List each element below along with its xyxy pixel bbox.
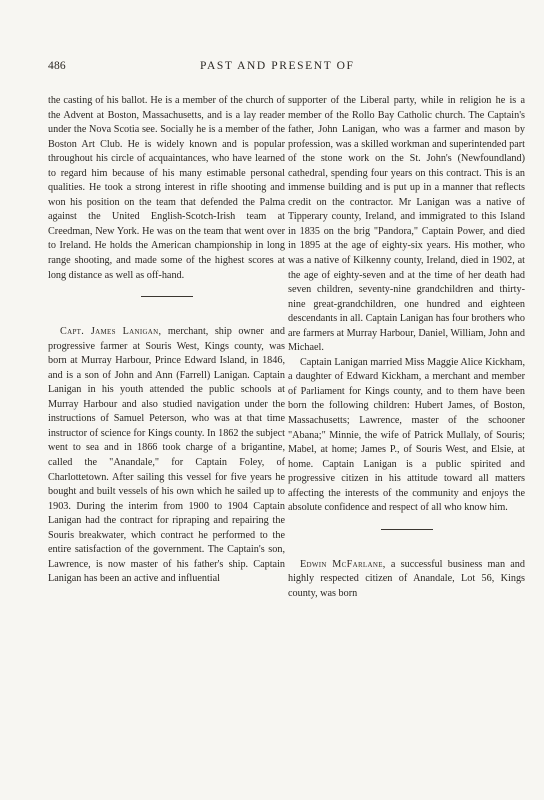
- right-column: [288, 94, 525, 602]
- biography-text: merchant, ship owner and progressive farmer at Souris West, Kings county, was born at Murray Harbour, Prince Edward Island, in 1846, and is a son of John and Ann (Farrell) Lanigan. Captain Lanigan in his youth attended the public schools at Murray Harbour and also studied navigation under the instructions of Samuel Peterson, who was at that time instructor of science for Kings county. In 1862 the subject went to sea and in 1866 took charge of a brigantine, called the "Anandale," for Captain Foley, of Charlottetown. After sailing this vessel for five years he bought and built vessels of his own which he sailed up to 1903. During the interim from 1900 to 1904 Captain Lanigan had the contract for ripraping and repairing the Souris breakwater, which contract he performed to the entire satisfaction of the government. The Captain's son, Lawrence, is now master of his father's ship. Captain Lanigan has been an active and influential: [48, 326, 285, 585]
- biography-paragraph-2: [288, 558, 525, 602]
- biography-paragraph: [48, 325, 285, 587]
- continued-paragraph: the casting of his ballot. He is a member of the church of the Advent at Boston, Massachusetts, and is a lay reader under the Nova Scotia see. Socially he is a member of the Boston Art Club. He is widely known and is popular throughout his circle of acquaintances, who have learned to regard him because of his many estimable personal qualities. He took a strong interest in rifle shooting and won his position on the team that defended the Palma against the United English-Scotch-Irish team at Creedman, New York. He was on the team that went over to Ireland. He holds the American championship in long range shooting, and made some of the highest scores at long distance as well as off-hand.: [48, 95, 285, 281]
- biography-text-2: a successful business man and highly respected citizen of Anandale, Lot 56, Kings county, was born: [288, 558, 525, 599]
- page-number: 486: [48, 60, 66, 72]
- biography-name-2: Edwin McFarlane,: [300, 558, 386, 570]
- section-divider-right: [381, 529, 433, 530]
- marriage-paragraph: Captain Lanigan married Miss Maggie Alice Kickham, a daughter of Edward Kickham, a merchant and member of Parliament for Kings county, and to them have been born the following children: Hubert James, of Boston, Massachusetts; Lawrence, master of the schooner "Abana;" Minnie, the wife of Patrick Mullaly, of Souris; Mabel, at home; James P., of Souris West, and Elsie, at home. Captain Lanigan is a public spirited and progressive citizen in his attitude toward all matters affecting the interests of the community and enjoys the absolute confidence and respect of all who know him.: [288, 356, 525, 514]
- page-header: [0, 60, 544, 76]
- biography-name: Capt. James Lanigan,: [60, 326, 162, 338]
- left-column: [48, 94, 285, 587]
- continued-paragraph-right: supporter of the Liberal party, while in religion he is a member of the Rollo Bay Catholic church. The Captain's father, John Lanigan, who was a farmer and mason by profession, was a skilled workman and superintended part of the stone work on the St. John's (Newfoundland) cathedral, spending four years on this contract. This is an immense building and is put up in a manner that reflects credit on the contractor. Mr Lanigan was a native of Tipperary county, Ireland, and immigrated to this Island in 1835 on the brig "Pandora," Captain Power, and died in 1895 at the age of eighty-six years. His mother, who was a native of Kilkenny county, Ireland, died in 1902, at the age of eighty-seven and at the time of her death had seven children, seventy-nine grandchildren and thirty-nine great-grandchildren, one hundred and eighteen descendants in all. Captain Lanigan has four brothers who are farmers at Murray Harbour, Daniel, William, John and Michael.: [288, 95, 525, 354]
- running-head: PAST AND PRESENT OF: [200, 60, 355, 72]
- section-divider: [141, 296, 193, 297]
